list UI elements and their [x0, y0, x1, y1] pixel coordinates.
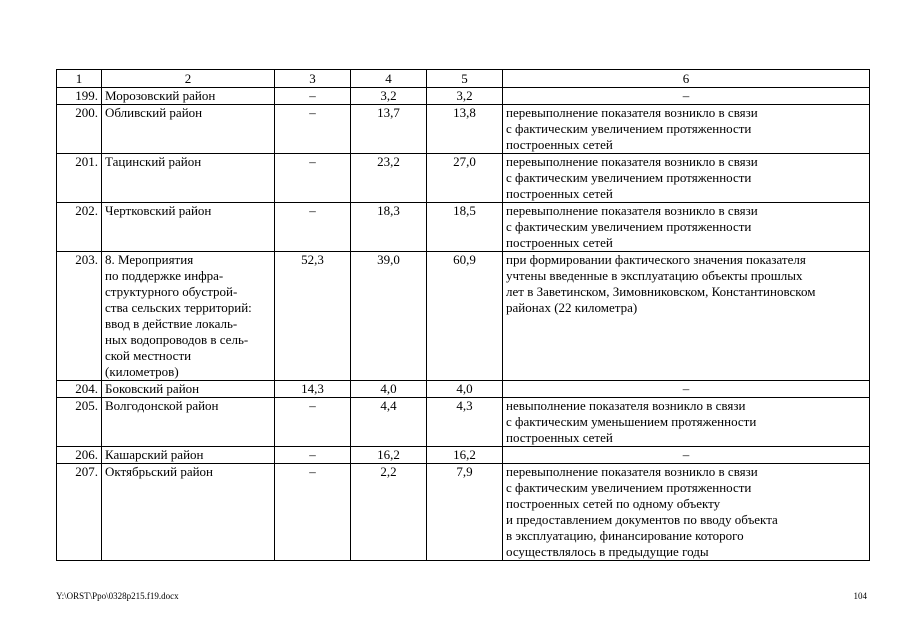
plan-value-cell: –	[275, 203, 351, 252]
table-row	[57, 398, 870, 447]
table-row	[57, 252, 870, 381]
table-row	[57, 447, 870, 464]
note-cell: перевыполнение показателя возникло в связи с фактическим увеличением протяженности построенных сетей	[503, 203, 870, 252]
value-col5-cell: 7,9	[427, 464, 503, 561]
plan-value-cell: –	[275, 464, 351, 561]
value-col4-cell: 13,7	[351, 105, 427, 154]
row-number-cell: 207.	[57, 464, 102, 561]
header-cell: 5	[427, 70, 503, 88]
value-col4-cell: 18,3	[351, 203, 427, 252]
region-name-cell: Обливский район	[102, 105, 275, 154]
plan-value-cell: –	[275, 398, 351, 447]
value-col5-cell: 27,0	[427, 154, 503, 203]
header-cell: 2	[102, 70, 275, 88]
row-number-cell: 205.	[57, 398, 102, 447]
value-col4-cell: 23,2	[351, 154, 427, 203]
value-col5-cell: 60,9	[427, 252, 503, 381]
note-cell: перевыполнение показателя возникло в связи с фактическим увеличением протяженности построенных сетей	[503, 105, 870, 154]
plan-value-cell: 52,3	[275, 252, 351, 381]
row-number-cell: 201.	[57, 154, 102, 203]
value-col5-cell: 13,8	[427, 105, 503, 154]
region-name-cell: 8. Мероприятия по поддержке инфра- структурного обустрой- ства сельских территорий: ввод в действие локаль- ных водопроводов в сель- ской местности (километров)	[102, 252, 275, 381]
plan-value-cell: –	[275, 88, 351, 105]
table-row	[57, 203, 870, 252]
region-name-cell: Волгодонской район	[102, 398, 275, 447]
region-name-cell: Боковский район	[102, 381, 275, 398]
header-cell: 1	[57, 70, 102, 88]
plan-value-cell: –	[275, 447, 351, 464]
note-cell: невыполнение показателя возникло в связи с фактическим уменьшением протяженности построенных сетей	[503, 398, 870, 447]
plan-value-cell: –	[275, 154, 351, 203]
value-col4-cell: 2,2	[351, 464, 427, 561]
plan-value-cell: 14,3	[275, 381, 351, 398]
note-cell: перевыполнение показателя возникло в связи с фактическим увеличением протяженности построенных сетей	[503, 154, 870, 203]
value-col4-cell: 4,0	[351, 381, 427, 398]
row-number-cell: 202.	[57, 203, 102, 252]
note-cell: –	[503, 447, 870, 464]
region-name-cell: Морозовский район	[102, 88, 275, 105]
data-table	[56, 69, 870, 561]
table-row	[57, 464, 870, 561]
header-cell: 3	[275, 70, 351, 88]
value-col5-cell: 3,2	[427, 88, 503, 105]
row-number-cell: 203.	[57, 252, 102, 381]
table-row	[57, 88, 870, 105]
footer-page-number: 104	[853, 591, 867, 601]
note-cell: перевыполнение показателя возникло в связи с фактическим увеличением протяженности построенных сетей по одному объекту и предоставлением документов по вводу объекта в эксплуатацию, финансирование которого осуществлялось в предыдущие годы	[503, 464, 870, 561]
footer-file-path: Y:\ORST\Ppo\0328p215.f19.docx	[56, 591, 179, 601]
table-row	[57, 105, 870, 154]
note-cell: –	[503, 381, 870, 398]
value-col5-cell: 4,3	[427, 398, 503, 447]
value-col4-cell: 39,0	[351, 252, 427, 381]
region-name-cell: Кашарский район	[102, 447, 275, 464]
note-cell: –	[503, 88, 870, 105]
plan-value-cell: –	[275, 105, 351, 154]
value-col4-cell: 16,2	[351, 447, 427, 464]
row-number-cell: 206.	[57, 447, 102, 464]
value-col4-cell: 4,4	[351, 398, 427, 447]
value-col4-cell: 3,2	[351, 88, 427, 105]
table-row	[57, 154, 870, 203]
region-name-cell: Тацинский район	[102, 154, 275, 203]
table-body	[57, 88, 870, 561]
header-cell: 4	[351, 70, 427, 88]
value-col5-cell: 16,2	[427, 447, 503, 464]
value-col5-cell: 4,0	[427, 381, 503, 398]
header-row	[57, 70, 870, 88]
row-number-cell: 199.	[57, 88, 102, 105]
row-number-cell: 200.	[57, 105, 102, 154]
table-row	[57, 381, 870, 398]
row-number-cell: 204.	[57, 381, 102, 398]
value-col5-cell: 18,5	[427, 203, 503, 252]
header-cell: 6	[503, 70, 870, 88]
region-name-cell: Октябрьский район	[102, 464, 275, 561]
region-name-cell: Чертковский район	[102, 203, 275, 252]
note-cell: при формировании фактического значения показателя учтены введенные в эксплуатацию объекты прошлых лет в Заветинском, Зимовниковском, Константиновском районах (22 километра)	[503, 252, 870, 381]
